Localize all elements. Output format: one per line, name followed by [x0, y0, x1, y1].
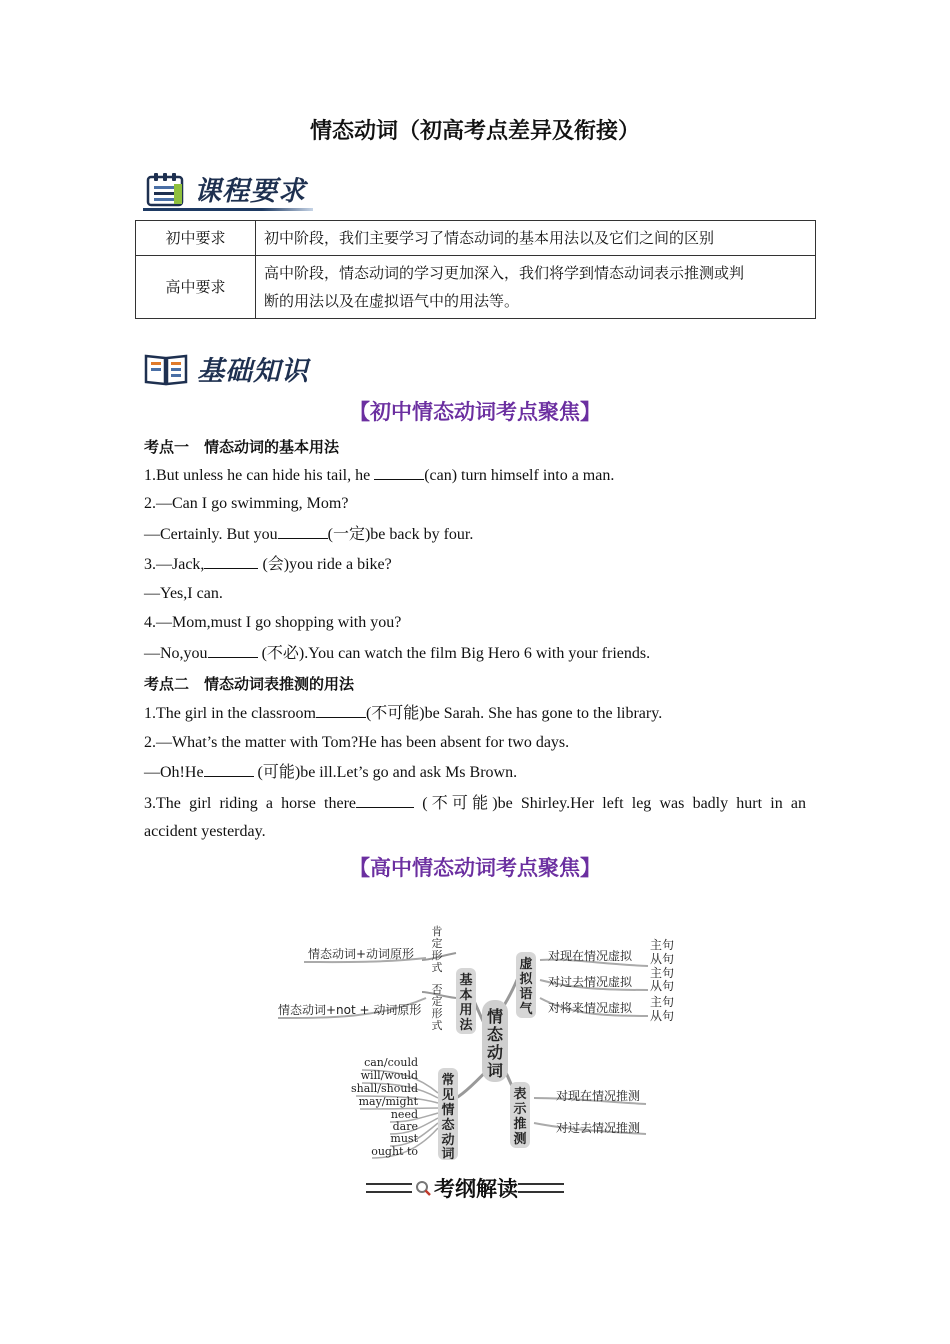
section-course-requirements [146, 160, 306, 208]
kp1-line: —Certainly. But you (一定)be back by four. [144, 526, 474, 543]
table-cell-line: 断的用法以及在虚拟语气中的用法等。 [264, 292, 520, 310]
svg-text:表: 表 [513, 1087, 527, 1102]
table-cell-text: 初中阶段，我们主要学习了情态动词的基本用法以及它们之间的区别 [256, 221, 816, 256]
svg-text:词: 词 [441, 1147, 455, 1162]
divider [518, 1183, 564, 1193]
kp2-line: 3.The girl riding a horse there (不可能)be Shirley.Her left leg was badly hurt in an [144, 795, 806, 812]
svg-text:式: 式 [431, 961, 443, 974]
answer-blank [204, 554, 258, 569]
svg-text:肯: 肯 [431, 925, 443, 938]
clipboard-icon [146, 172, 186, 208]
outline-heading-text: 考纲解读 [434, 1177, 518, 1201]
mind-map-modal: need [390, 1108, 418, 1121]
mind-map-sub-item: 对将来情况虚拟 [548, 1001, 633, 1015]
svg-text:基: 基 [459, 973, 473, 988]
svg-text:否: 否 [431, 983, 443, 996]
svg-text:推: 推 [513, 1117, 527, 1132]
mind-map-modal: dare [392, 1120, 418, 1133]
kp2-line: accident yesterday. [144, 823, 266, 840]
svg-text:拟: 拟 [519, 972, 533, 987]
answer-blank [356, 793, 414, 808]
mind-map [270, 918, 690, 1163]
kp1-line: 3.—Jack, (会)you ride a bike? [144, 556, 392, 573]
mind-map-center-char: 词 [486, 1061, 504, 1080]
kp1-line: —No,you (不必).You can watch the film Big Hero 6 with your friends. [144, 645, 651, 662]
document-title: 情态动词（初高考点差异及衔接） [309, 119, 640, 144]
svg-text:态: 态 [441, 1118, 455, 1133]
kp2-line: 1.The girl in the classroom (不可能)be Sarah. She has gone to the library. [144, 705, 663, 722]
mind-map-center-char: 态 [486, 1025, 504, 1044]
mind-map-sub-item: 对过去情况虚拟 [548, 975, 633, 989]
kp1-line: 1.But unless he can hide his tail, he (can) turn himself into a man. [144, 467, 615, 484]
outline-heading [358, 1174, 572, 1202]
mind-map-main-clause: 主句 [650, 938, 675, 952]
kp1-line: —Yes,I can. [144, 585, 223, 602]
answer-blank [278, 524, 328, 539]
junior-heading: 【初中情态动词考点聚焦】 [349, 400, 601, 424]
kp1-line: 2.—Can I go swimming, Mom? [144, 495, 349, 512]
mind-map-center-char: 动 [486, 1043, 504, 1062]
kp2-title: 考点二 情态动词表推测的用法 [144, 675, 355, 693]
mind-map-modal: will/would [360, 1069, 418, 1082]
section-basic-knowledge [143, 340, 309, 388]
svg-text:本: 本 [459, 988, 473, 1003]
svg-text:气: 气 [519, 1002, 533, 1017]
mind-map-negate-form: 情态动词+not + 动词原形 [278, 1003, 422, 1017]
mind-map-modal: may/might [358, 1095, 418, 1108]
table-cell-level: 初中要求 [136, 221, 256, 256]
mind-map-guess-item: 对过去情况推测 [556, 1121, 641, 1135]
mind-map-main-clause: 主句 [650, 966, 675, 980]
mind-map-sub-clause: 从句 [650, 952, 675, 966]
svg-text:测: 测 [513, 1132, 527, 1147]
kp2-line: —Oh!He (可能)be ill.Let’s go and ask Ms Brown. [144, 764, 518, 781]
kp1-line: 4.—Mom,must I go shopping with you? [144, 614, 402, 631]
answer-blank [374, 465, 424, 480]
section-title: 基础知识 [197, 356, 309, 387]
table-row [136, 221, 816, 256]
kp2-line: 2.—What’s the matter with Tom?He has been absent for two days. [144, 734, 570, 751]
mind-map-affirm-form: 情态动词+动词原形 [308, 947, 415, 961]
mind-map-modal: must [390, 1132, 418, 1145]
svg-text:虚: 虚 [519, 957, 533, 972]
book-icon [143, 350, 189, 388]
requirements-table [135, 220, 816, 319]
svg-text:见: 见 [441, 1088, 455, 1103]
mind-map-sub-item: 对现在情况虚拟 [548, 949, 633, 963]
table-cell-level: 高中要求 [136, 256, 256, 319]
svg-text:式: 式 [431, 1019, 443, 1032]
svg-text:语: 语 [519, 987, 533, 1002]
answer-blank [204, 762, 254, 777]
answer-blank [208, 643, 258, 658]
kp1-title: 考点一 情态动词的基本用法 [144, 438, 340, 456]
svg-text:形: 形 [431, 949, 443, 962]
svg-text:定: 定 [431, 937, 443, 950]
table-row [136, 256, 816, 319]
svg-text:定: 定 [431, 995, 443, 1008]
magnifier-icon [414, 1179, 432, 1197]
mind-map-modal: ought to [371, 1145, 418, 1158]
mind-map-sub-clause: 从句 [650, 1009, 675, 1023]
senior-heading: 【高中情态动词考点聚焦】 [349, 856, 601, 880]
mind-map-modal: can/could [364, 1056, 418, 1069]
svg-text:用: 用 [459, 1003, 473, 1018]
section-underline [143, 208, 313, 211]
svg-text:法: 法 [459, 1018, 473, 1033]
mind-map-main-clause: 主句 [650, 995, 675, 1009]
svg-text:常: 常 [441, 1073, 455, 1088]
table-cell-text [256, 256, 816, 319]
svg-text:形: 形 [431, 1007, 443, 1020]
divider [366, 1183, 412, 1193]
mind-map-guess-item: 对现在情况推测 [556, 1089, 641, 1103]
table-cell-line: 高中阶段，情态动词的学习更加深入，我们将学到情态动词表示推测或判 [264, 264, 745, 282]
answer-blank [316, 703, 366, 718]
mind-map-center-char: 情 [486, 1007, 504, 1026]
svg-text:示: 示 [513, 1102, 527, 1117]
mind-map-modal: shall/should [350, 1082, 418, 1095]
section-title: 课程要求 [194, 176, 306, 207]
svg-text:情: 情 [441, 1103, 455, 1118]
svg-text:动: 动 [441, 1133, 455, 1148]
mind-map-sub-clause: 从句 [650, 979, 675, 993]
